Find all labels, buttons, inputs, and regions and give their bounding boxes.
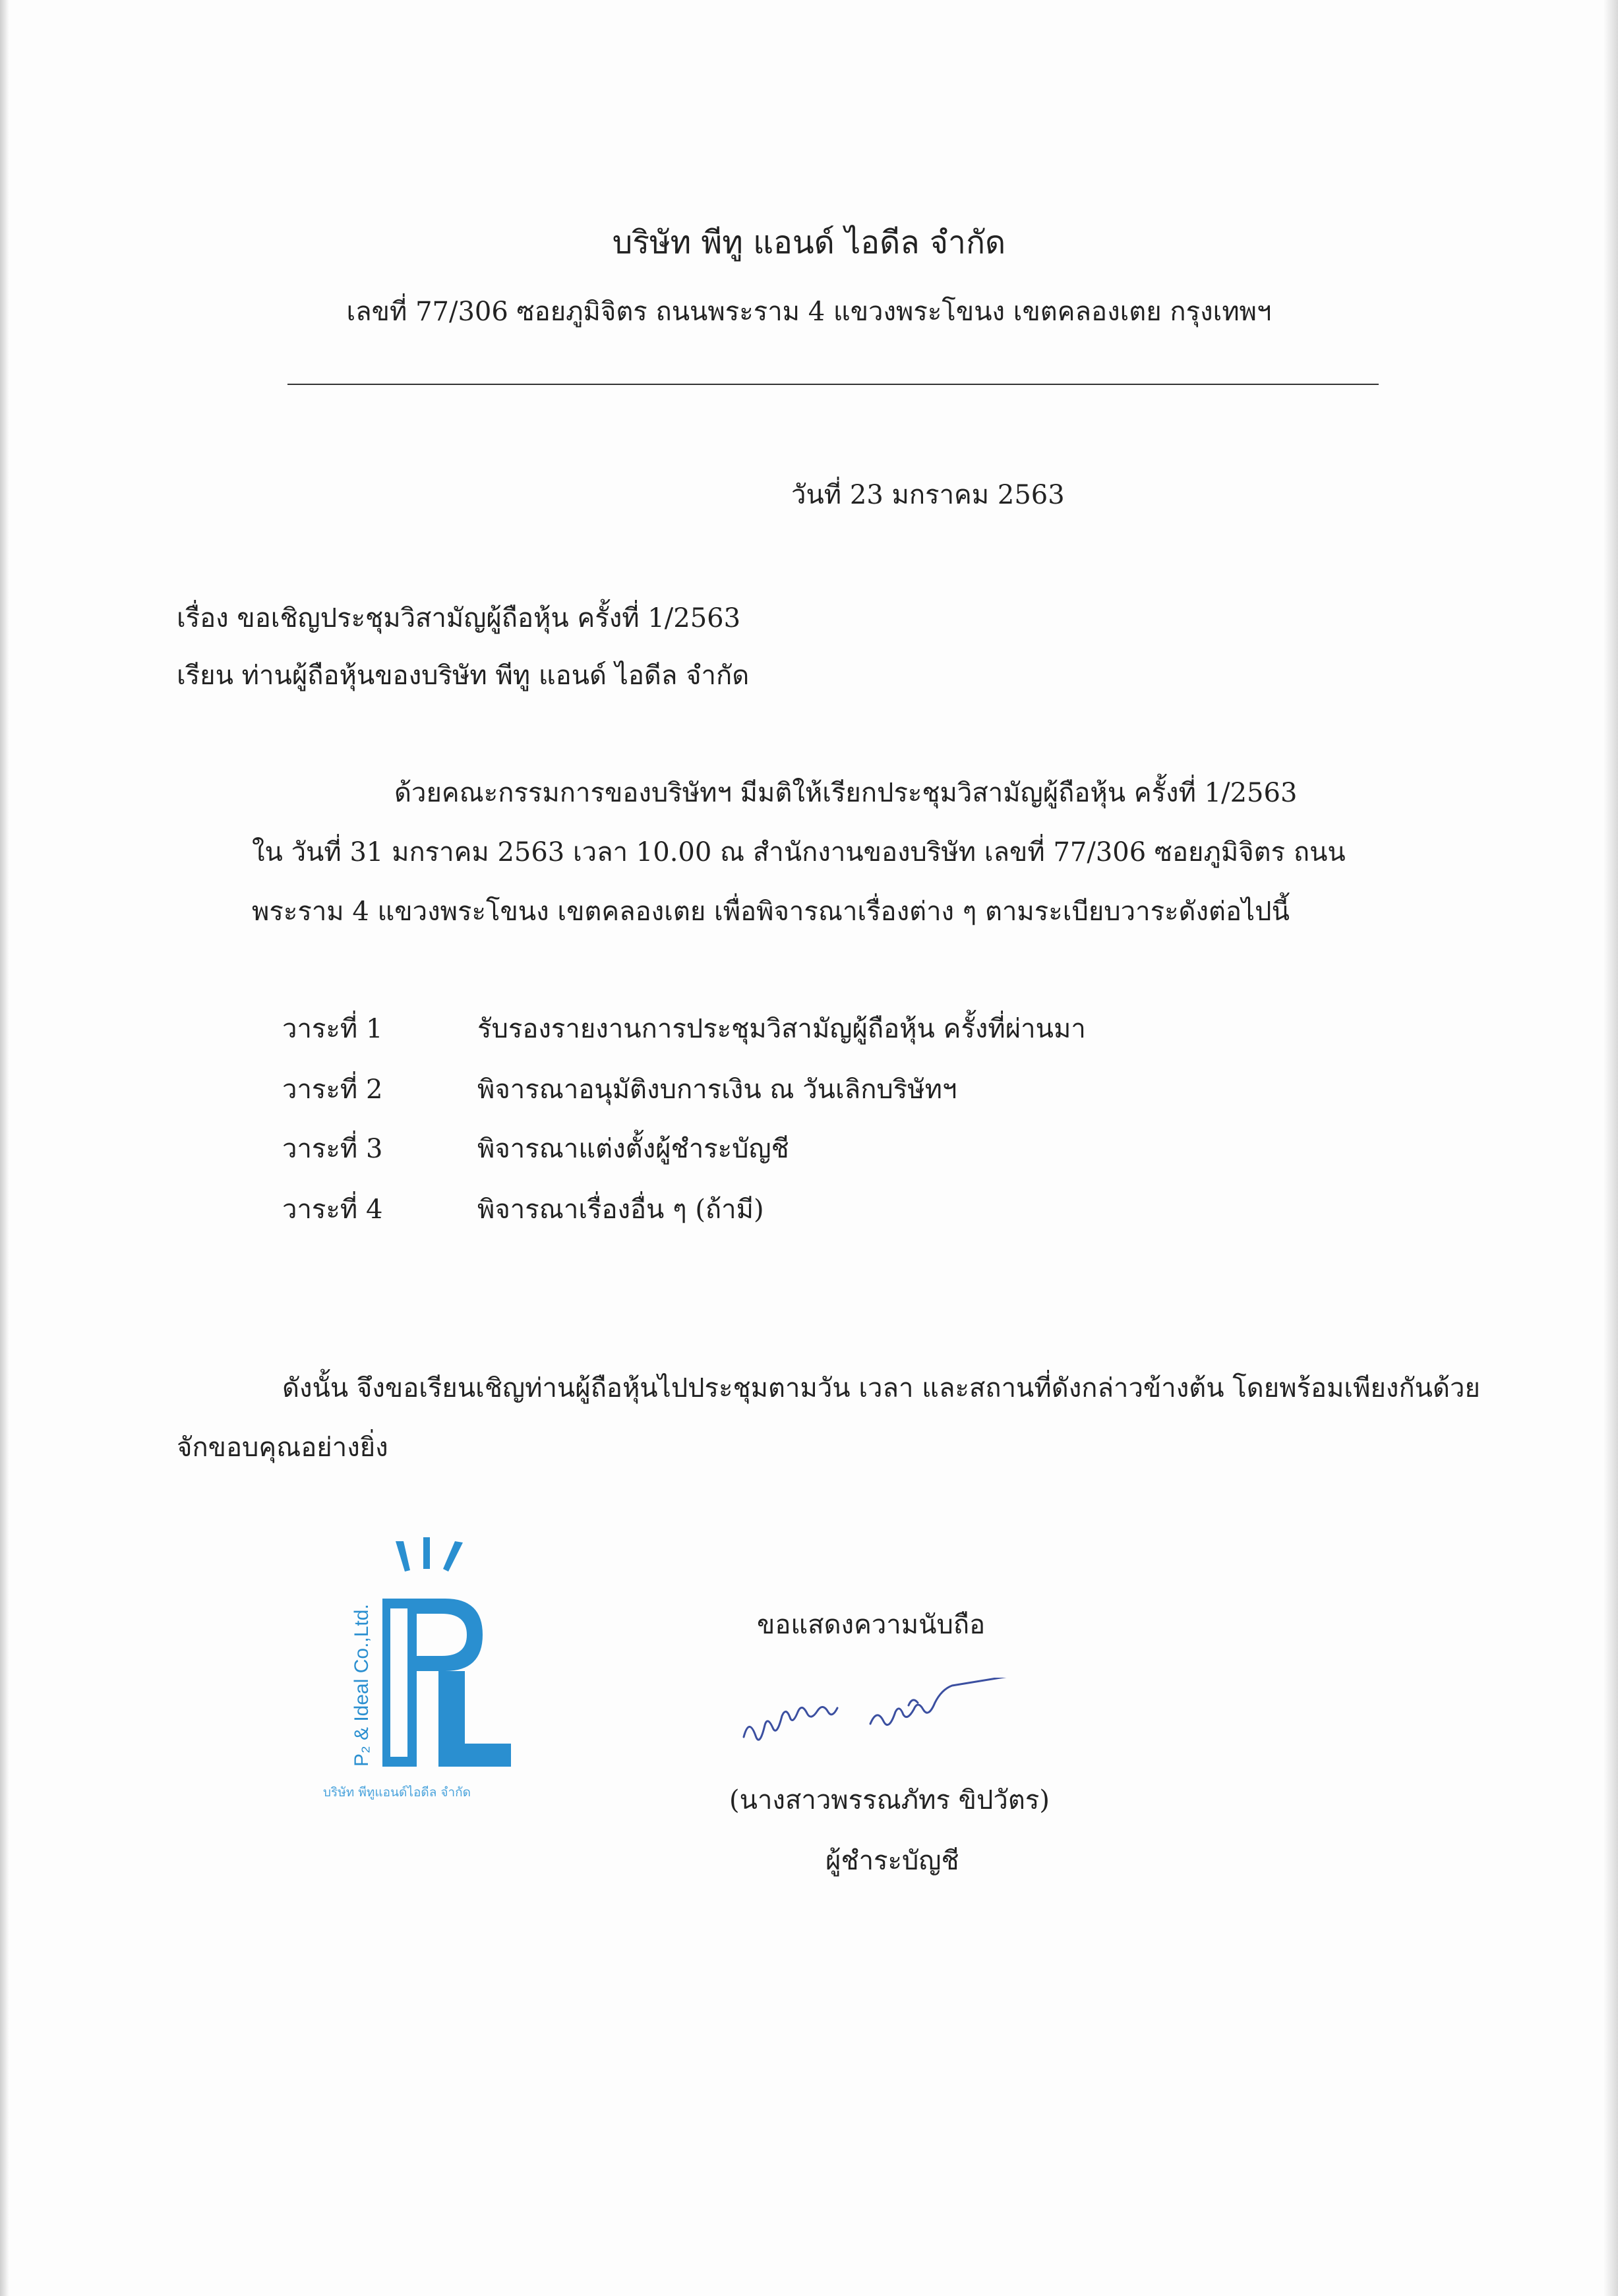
agenda-text: พิจารณาเรื่องอื่น ๆ (ถ้ามี): [477, 1194, 764, 1225]
conclusion-line: จักขอบคุณอย่างยิ่ง: [177, 1432, 388, 1463]
stamp-bottom-text: บริษัท พีทูแอนด์ไอดีล จำกัด: [323, 1785, 471, 1800]
signer-name: (นางสาวพรรณภัทร ขิปวัตร): [729, 1785, 1050, 1815]
body-line: ใน วันที่ 31 มกราคม 2563 เวลา 10.00 ณ สำนักงานของบริษัท เลขที่ 77/306 ซอยภูมิจิตร ถนน: [252, 837, 1346, 868]
letter-salutation: เรียน ท่านผู้ถือหุ้นของบริษัท พีทู แอนด์ ไอดีล จำกัด: [177, 661, 750, 691]
signer-title: ผู้ชำระบัญชี: [825, 1846, 959, 1876]
agenda-text: พิจารณาอนุมัติงบการเงิน ณ วันเลิกบริษัทฯ: [477, 1074, 957, 1105]
letter-date: วันที่ 23 มกราคม 2563: [791, 480, 1065, 510]
company-stamp: [310, 1536, 527, 1813]
agenda-text: พิจารณาแต่งตั้งผู้ชำระบัญชี: [477, 1134, 789, 1164]
stamp-rays: [396, 1537, 463, 1572]
signature: [732, 1678, 1062, 1763]
agenda-number: วาระที่ 2: [282, 1074, 383, 1105]
closing-phrase: ขอแสดงความนับถือ: [757, 1610, 986, 1640]
body-line: ด้วยคณะกรรมการของบริษัทฯ มีมติให้เรียกประชุมวิสามัญผู้ถือหุ้น ครั้งที่ 1/2563: [394, 778, 1298, 808]
header-rule: [287, 384, 1379, 385]
scan-edge-right: [1603, 0, 1618, 2296]
company-name: บริษัท พีทู แอนด์ ไอดีล จำกัด: [612, 224, 1006, 261]
stamp-l-letter: [438, 1671, 511, 1767]
agenda-text: รับรองรายงานการประชุมวิสามัญผู้ถือหุ้น ครั้งที่ผ่านมา: [477, 1014, 1086, 1044]
agenda-number: วาระที่ 1: [282, 1014, 383, 1044]
agenda-number: วาระที่ 4: [282, 1194, 383, 1225]
letter-subject: เรื่อง ขอเชิญประชุมวิสามัญผู้ถือหุ้น ครั้งที่ 1/2563: [177, 603, 741, 633]
stamp-vertical-text: P₂ & Ideal Co.,Ltd.: [351, 1604, 373, 1767]
company-address: เลขที่ 77/306 ซอยภูมิจิตร ถนนพระราม 4 แขวงพระโขนง เขตคลองเตย กรุงเทพฯ: [346, 297, 1272, 327]
stamp-p-letter: [382, 1599, 483, 1767]
body-line: พระราม 4 แขวงพระโขนง เขตคลองเตย เพื่อพิจารณาเรื่องต่าง ๆ ตามระเบียบวาระดังต่อไปนี้: [252, 897, 1290, 927]
conclusion-line: ดังนั้น จึงขอเรียนเชิญท่านผู้ถือหุ้นไปประชุมตามวัน เวลา และสถานที่ดังกล่าวข้างต้น โดยพร้อมเพียงกันด้วย: [282, 1373, 1480, 1403]
agenda-number: วาระที่ 3: [282, 1134, 383, 1164]
scan-edge-left: [0, 0, 9, 2296]
